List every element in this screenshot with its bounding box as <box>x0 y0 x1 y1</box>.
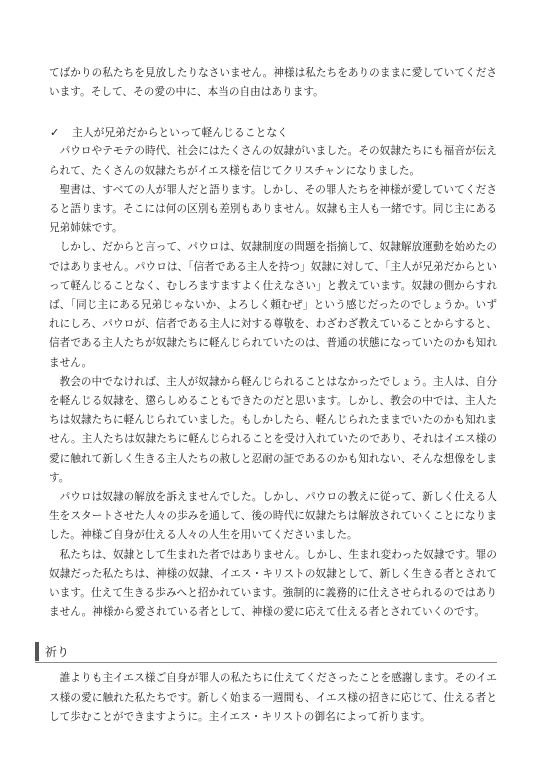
body-paragraph-6: 私たちは、奴隷として生まれた者ではありません。しかし、生まれ変わった奴隷です。罪の奴隷だった私たちは、神様の奴隷、イエス・キリストの奴隷として、新しく生きる者とされています。仕えて生きる歩みへと招かれています。強制的に義務的に仕えさせられるのではありません。神様から愛されている者として、神様の愛に応えて仕える者とされていくのです。 <box>49 548 497 619</box>
section-heading <box>49 122 497 142</box>
heading-bar-icon <box>35 642 39 661</box>
checkmark-icon: ✓ <box>50 125 60 139</box>
body-paragraph-2: 聖書は、すべての人が罪人だと語ります。しかし、その罪人たちを神様が愛していてくださると語ります。そこには何の区別も差別もありません。奴隷も主人も一緒です。同じ主にある兄弟姉妹です。 <box>49 183 497 235</box>
prayer-paragraph: 誰よりも主イエス様ご自身が罪人の私たちに仕えてくださったことを感謝します。そのイエス様の愛に触れた私たちです。新しく始まる一週間も、イエス様の招きに応じて、仕える者として歩むことができますように。主イエス・キリストの御名によって祈ります。 <box>49 672 497 723</box>
body-paragraph-5: パウロは奴隷の解放を訴えませんでした。しかし、パウロの教えに従って、新しく仕える人生をスタートさせた人々の歩みを通して、後の時代に奴隷たちは解放されていくことになりました。神様ご自身が仕える人々の人生を用いてくださいました。 <box>49 491 497 542</box>
body-paragraph-1: パウロやテモテの時代、社会にはたくさんの奴隷がいました。その奴隷たちにも福音が伝えられて、たくさんの奴隷たちがイエス様を信じてクリスチャンになりました。 <box>49 145 497 177</box>
intro-paragraph: てばかりの私たちを見放したりなさいません。神様は私たちをありのままに愛していてくださいます。そして、その愛の中に、本当の自由はあります。 <box>49 67 497 99</box>
body-paragraph-4: 教会の中でなければ、主人が奴隷から軽んじられることはなかったでしょう。主人は、自分を軽んじる奴隷を、懲らしめることもできたのだと思います。しかし、教会の中では、主人たちは奴隷たちに軽んじられていました。もしかしたら、軽んじられたままでいたのかも知れません。主人たちは奴隷たちに軽んじられることを受け入れていたのであり、それはイエス様の愛に触れて新しく生きる主人たちの赦しと忍耐の証であるのかも知れない、そんな想像をします。 <box>49 375 497 484</box>
section-title: 主人が兄弟だからといって軽んじることなく <box>72 125 288 139</box>
prayer-heading <box>35 640 497 663</box>
prayer-title: 祈り <box>45 644 70 659</box>
body-paragraph-3: しかし、だからと言って、パウロは、奴隷制度の問題を指摘して、奴隷解放運動を始めたのではありません。パウロは、「信者である主人を持つ」奴隷に対して、「主人が兄弟だからといって軽んじることなく、むしろますますよく仕えなさい」と教えています。奴隷の側からすれば、「同じ主にある兄弟じゃないか、よろしく頼むぜ」という感じだったのでしょうか。いずれにしろ、パウロが、信者である主人に対する尊敬を、わざわざ教えていることからすると、信者である主人たちが奴隷たちに軽んじられていたのは、普通の状態になっていたのかも知れません。 <box>49 241 497 369</box>
